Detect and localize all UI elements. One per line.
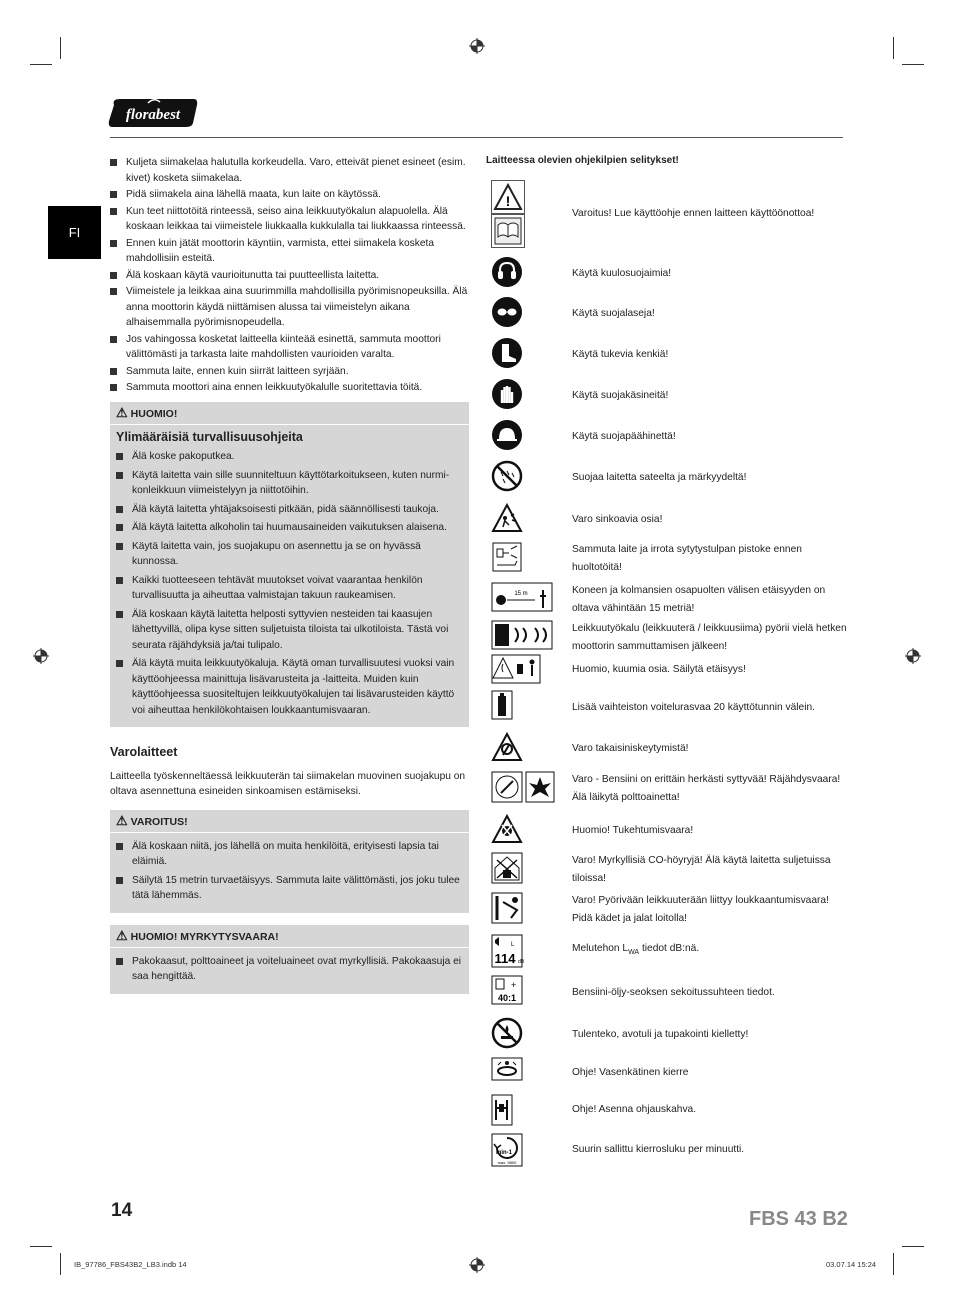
symbol-row <box>491 1094 851 1130</box>
crop-mark <box>60 37 61 59</box>
list-item: Älä koske pakoputkea. <box>116 449 463 465</box>
symbol-text: Ohje! Asenna ohjauskahva. <box>572 1104 697 1115</box>
list-item: Älä koskaan käytä vaurioitunutta tai puutteellista laitetta. <box>110 268 469 284</box>
list-item: Älä koskaan käytä laitetta helposti syttyvien nesteiden tai kaasujen lähettyvillä, olipa kyse sitten suljetuista tiloista tai ulkotiloista. Tästä voi seurata räjähdyksiä ja/tai tulipalo. <box>116 607 463 654</box>
list-item: Älä käytä laitetta yhtäjaksoisesti pitkään, pidä säännöllisesti taukoja. <box>116 502 463 518</box>
page-number: 14 <box>111 1200 133 1221</box>
safety-glasses-icon <box>491 296 523 328</box>
flying-objects-icon <box>491 502 523 534</box>
list-item: Säilytä 15 metrin turvaetäisyys. Sammuta laite välittömästi, jos joku tulee tätä lähemmäs. <box>116 873 463 904</box>
symbol-text: Varoitus! Lue käyttöohje ennen laitteen käyttöönottoa! <box>572 208 815 219</box>
symbol-text: Lisää vaihteiston voitelurasvaa 20 käyttötunnin välein. <box>572 702 815 713</box>
caution-box-title: Ylimääräisiä turvallisuusohjeita <box>116 429 303 444</box>
no-rain-icon <box>491 460 523 492</box>
symbol-text: Varo sinkoavia osia! <box>572 514 663 525</box>
symbol-text: Koneen ja kolmansien osapuolten välisen etäisyyden on oltava vähintään 15 metriä! <box>572 585 826 614</box>
footer-date: 03.07.14 15:24 <box>826 1260 877 1269</box>
ear-protection-icon <box>491 256 523 288</box>
list-item: Pidä siimakela aina lähellä maata, kun laite on käytössä. <box>110 187 469 203</box>
symbol-text: Suurin sallittu kierrosluku per minuutti. <box>572 1144 745 1155</box>
grease-gearbox-icon <box>491 690 513 720</box>
symbol-text-part: Melutehon L <box>572 943 629 954</box>
list-item: Kuljeta siimakelaa halutulla korkeudella. Varo, etteivät pienet esineet (esim. kivet) kosketa siimakelaa. <box>110 155 469 186</box>
symbol-text: Käytä kuulosuojaimia! <box>572 268 672 279</box>
spark-plug-icon <box>491 541 523 573</box>
crop-mark <box>902 64 924 65</box>
list-item: Viimeistele ja leikkaa aina suurimmilla mahdollisilla pyörimisnopeuksilla. Älä anna moottorin käydä niittämisen alussa tai viimeistelyn aikana alhaisemmalla pyörimisnopeudella. <box>110 284 469 331</box>
crop-mark <box>893 37 894 59</box>
symbol-text: Käytä suojakäsineitä! <box>572 390 669 401</box>
symbol-text: Leikkuutyökalu (leikkuuterä / leikkuusiima) pyörii vielä hetken moottorin sammuttamisen jälkeen! <box>572 623 847 652</box>
caution-box <box>110 402 469 728</box>
warning-icon <box>491 180 525 214</box>
poison-box <box>110 925 469 994</box>
list-item: Pakokaasut, polttoaineet ja voiteluaineet ovat myrkyllisiä. Pakokaasuja ei saa hengittää. <box>116 954 463 985</box>
gloves-icon <box>491 378 523 410</box>
crop-mark <box>30 1246 52 1247</box>
symbol-text: Tulenteko, avotuli ja tupakointi kielletty! <box>572 1029 749 1040</box>
symbol-row <box>491 180 851 250</box>
svg-text:L: L <box>511 942 515 948</box>
symbol-row <box>491 582 851 618</box>
florabest-logo <box>108 97 199 129</box>
symbol-row <box>491 419 851 455</box>
symbol-row <box>491 460 851 496</box>
registration-mark-icon <box>469 38 485 54</box>
svg-text:!: ! <box>505 193 511 209</box>
distance-15m-icon <box>491 582 553 612</box>
symbol-row <box>491 337 851 373</box>
symbol-row <box>491 296 851 332</box>
symbol-row <box>491 256 851 292</box>
section-heading-varolaitteet: Varolaitteet <box>110 745 178 759</box>
list-item: Älä käytä laitetta alkoholin tai huumausaineiden vaikutuksen alaisena. <box>116 520 463 536</box>
crop-mark <box>902 1246 924 1247</box>
symbol-row <box>491 852 851 888</box>
symbol-text: Ohje! Vasenkätinen kierre <box>572 1067 689 1078</box>
safety-boots-icon <box>491 337 523 369</box>
crop-mark <box>893 1253 894 1275</box>
poison-label: HUOMIO! MYRKYTYSVAARA! <box>130 930 279 943</box>
list-item: Sammuta laite, ennen kuin siirrät laitteen syrjään. <box>110 364 469 380</box>
symbol-row <box>491 934 851 970</box>
registration-mark-icon <box>33 648 49 664</box>
sound-level-icon <box>491 934 523 968</box>
symbol-text: Sammuta laite ja irrota sytytystulpan pistoke ennen huoltotöitä! <box>572 544 802 573</box>
symbol-row <box>491 1133 851 1169</box>
helmet-icon <box>491 419 523 451</box>
header-rule <box>110 137 843 138</box>
warning-triangle-icon: ⚠ <box>116 404 128 420</box>
co-fumes-icon <box>491 852 523 884</box>
rotating-tool-icon <box>491 620 553 650</box>
symbol-text: Suojaa laitetta sateelta ja märkyydeltä! <box>572 472 747 483</box>
warning-list <box>110 833 469 904</box>
symbol-text: Bensiini-öljy-seoksen sekoitussuhteen tiedot. <box>572 987 775 998</box>
caution-box-header <box>110 402 469 425</box>
crop-mark <box>60 1253 61 1275</box>
svg-text:15 m: 15 m <box>514 591 528 597</box>
logo-text: florabest <box>125 107 181 123</box>
crop-mark <box>30 64 52 65</box>
poison-list <box>110 948 469 985</box>
symbol-row <box>491 975 851 1011</box>
language-tab: FI <box>48 206 101 259</box>
list-item: Älä koskaan niitä, jos lähellä on muita henkilöitä, erityisesti lapsia tai eläimiä. <box>116 839 463 870</box>
svg-text:40:1: 40:1 <box>497 993 517 1003</box>
symbol-row <box>491 654 851 690</box>
registration-mark-icon <box>469 1257 485 1273</box>
warning-box-header <box>110 810 469 833</box>
svg-text:+: + <box>511 980 517 990</box>
kickback-icon <box>491 731 523 763</box>
warning-label: VAROITUS! <box>130 815 188 828</box>
svg-text:min-1: min-1 <box>495 1150 513 1156</box>
symbol-row <box>491 1017 851 1053</box>
safety-bullet-list <box>110 155 469 396</box>
mount-handle-icon <box>491 1094 513 1126</box>
fuel-mix-icon <box>491 975 523 1005</box>
symbol-text: Huomio, kuumia osia. Säilytä etäisyys! <box>572 664 746 675</box>
symbol-row <box>491 502 851 538</box>
max-rpm-icon <box>491 1133 523 1167</box>
warning-box <box>110 810 469 913</box>
list-item: Ennen kuin jätät moottorin käyntiin, varmista, ettei siimakela kosketa mahdollisiin esteitä. <box>110 236 469 267</box>
hot-parts-icon <box>491 654 541 684</box>
symbol-text-part: tiedot dB:nä. <box>639 943 700 954</box>
list-item: Älä käytä muita leikkuutyökaluja. Käytä oman turvallisuutesi vuoksi vain käyttöohjeessa mainittuja lisävarusteita ja -laitteita. Muiden kuin käyttöohjeessa suositeltujen leikkuutyökalujen tai lisävarusteiden käyttö voi aiheuttaa henkilökohtaisen loukkaantumisvaaran. <box>116 656 463 718</box>
read-manual-icon <box>491 214 525 248</box>
symbol-row <box>491 690 851 726</box>
symbol-text: Käytä suojalaseja! <box>572 308 655 319</box>
symbol-row <box>491 378 851 414</box>
suffocation-icon <box>491 813 523 845</box>
symbol-row <box>491 892 851 928</box>
list-item: Kaikki tuotteeseen tehtävät muutokset voivat vaarantaa henkilön turvallisuutta ja aiheuttaa valmistajan takuun raukeamisen. <box>116 573 463 604</box>
symbol-text: Varo takaisiniskeytymistä! <box>572 743 689 754</box>
warning-triangle-icon: ⚠ <box>116 812 128 828</box>
symbol-text: Varo! Pyörivään leikkuuterään liittyy loukkaantumisvaara! Pidä kädet ja jalat loitolla! <box>572 895 829 924</box>
symbol-text: Käytä suojapäähinettä! <box>572 431 676 442</box>
left-column <box>110 155 469 994</box>
svg-text:dB: dB <box>518 959 525 965</box>
flammable-explosive-icon <box>491 771 555 803</box>
rotating-blade-hands-feet-icon <box>491 892 523 924</box>
no-fire-smoking-icon <box>491 1017 523 1049</box>
list-item: Käytä laitetta vain, jos suojakupu on asennettu ja se on hyvässä kunnossa. <box>116 539 463 570</box>
poison-box-header <box>110 925 469 948</box>
symbol-row <box>491 731 851 767</box>
symbol-text: Varo! Myrkyllisiä CO-höyryjä! Älä käytä laitetta suljetuissa tiloissa! <box>572 855 831 884</box>
svg-text:max. 9800: max. 9800 <box>497 1160 517 1165</box>
caution-label: HUOMIO! <box>130 407 178 420</box>
symbol-row <box>491 541 851 577</box>
caution-list <box>110 447 469 718</box>
paragraph-varolaitteet: Laitteella työskenneltäessä leikkuuterän tai siimakelan muovinen suojakupu on oltava asennettuna esineiden sinkoamisen estämiseksi. <box>110 770 466 797</box>
symbol-text: Huomio! Tukehtumisvaara! <box>572 825 694 836</box>
list-item: Kun teet niittotöitä rinteessä, seiso aina leikkuutyökalun alapuolella. Älä koskaan leikkaa tai viimeistele liukkaalla kukkulalla tai liukkaassa rinteessä. <box>110 204 469 235</box>
symbol-text-sub: WA <box>628 949 640 957</box>
symbol-row <box>491 771 851 807</box>
symbol-row <box>491 1057 851 1093</box>
model-name: FBS 43 B2 <box>749 1208 848 1230</box>
list-item: Käytä laitetta vain sille suunniteltuun käyttötarkoitukseen, kuten nurmi-konleikkuun viimeistelyyn ja niittotöihin. <box>116 468 463 499</box>
warning-triangle-icon: ⚠ <box>116 927 128 943</box>
symbol-text: Varo - Bensiini on erittäin herkästi syttyvää! Räjähdysvaara! Älä läikytä polttoainetta! <box>572 774 841 803</box>
footer-file: IB_97786_FBS43B2_LB3.indb 14 <box>74 1260 187 1269</box>
symbol-text <box>572 940 852 962</box>
registration-mark-icon <box>905 648 921 664</box>
list-item: Sammuta moottori aina ennen leikkuutyökalulle suoritettavia töitä. <box>110 380 469 396</box>
symbol-row <box>491 813 851 849</box>
left-hand-thread-icon <box>491 1057 523 1081</box>
symbol-row <box>491 620 851 656</box>
symbols-heading: Laitteessa olevien ohjekilpien selitykset! <box>486 155 679 166</box>
symbol-text: Käytä tukevia kenkiä! <box>572 349 669 360</box>
svg-text:114: 114 <box>494 951 516 966</box>
list-item: Jos vahingossa kosketat laitteella kiinteää esinettä, sammuta moottori välittömästi ja tarkasta laite mahdollisten vaurioiden varalta. <box>110 332 469 363</box>
